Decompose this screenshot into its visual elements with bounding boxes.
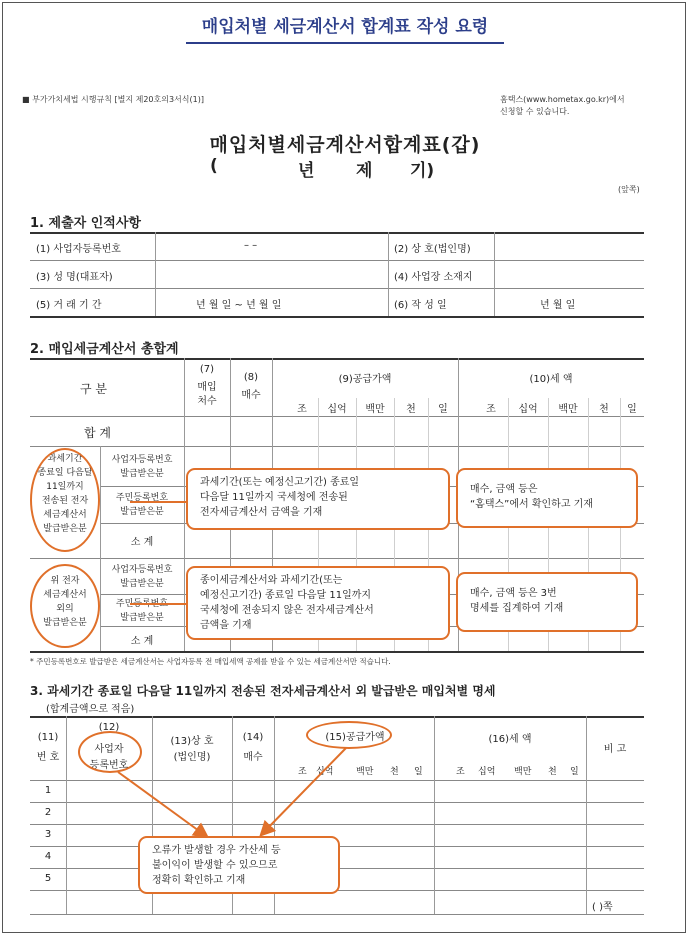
s3-supply-header: (15)공급가액 xyxy=(325,732,385,743)
name-col-2: (법인명) xyxy=(173,752,211,763)
group2-line: 발급받은분 xyxy=(43,618,87,628)
tax-unit-jo: 조 xyxy=(486,404,496,415)
s3-tax-unit-jo: 조 xyxy=(456,767,465,777)
row-number: 3 xyxy=(44,829,52,840)
s3-remark-header: 비 고 xyxy=(603,744,627,755)
row-number: 1 xyxy=(44,785,52,796)
s3-tax-unit-cheon: 천 xyxy=(548,767,557,777)
s3-unit-jo: 조 xyxy=(298,767,307,777)
guide-title: 매입처별 세금계산서 합계표 작성 요령 xyxy=(201,17,489,37)
unit-il: 일 xyxy=(438,404,448,415)
g2-rrn-2: 발급받은분 xyxy=(120,613,164,623)
section2-footnote: * 주민등록번호로 발급받은 세금계산서는 사업자등록 전 매입세액 공제를 받을 수 있는 세금계산서만 적습니다. xyxy=(30,657,391,666)
group1-line: 발급받은분 xyxy=(43,524,87,534)
name-label: (3) 성 명(대표자) xyxy=(36,272,113,283)
category-header: 구 분 xyxy=(80,382,107,396)
write-date-label: (6) 작 성 일 xyxy=(394,300,447,311)
callout-aggregate-section3: 매수, 금액 등은 3번 명세를 집계하여 기재 xyxy=(456,572,638,632)
unit-cheon: 천 xyxy=(406,404,416,415)
period-open: ( xyxy=(210,156,218,176)
period-label: (5) 거 래 기 간 xyxy=(36,300,102,311)
g1-rrn-1: 주민등록번호 xyxy=(115,493,169,503)
g2-biz-2: 발급받은분 xyxy=(120,579,164,589)
period-year: 년 xyxy=(298,161,315,181)
reg-col-num: (12) xyxy=(98,722,120,733)
g2-biz-1: 사업자등록번호 xyxy=(111,565,173,575)
s3-unit-baekman: 백만 xyxy=(356,767,374,777)
s3-sheets-num: (14) xyxy=(242,732,264,743)
sheets-col: 매수 xyxy=(241,390,261,401)
row-number: 2 xyxy=(44,807,52,818)
period-term: 제 xyxy=(356,161,373,181)
row-number: 4 xyxy=(44,851,52,862)
callout-accuracy-warning: 오류가 발생할 경우 가산세 등 불이익이 발생할 수 있으므로 정확히 확인하고 기재 xyxy=(138,836,340,894)
tax-unit-sipeok: 십억 xyxy=(518,404,538,415)
callout-hometax-check: 매수, 금액 등은 “홈택스”에서 확인하고 기재 xyxy=(456,468,638,528)
write-date-value: 년 월 일 xyxy=(540,300,576,311)
reg-col-2: 등록번호 xyxy=(89,760,129,771)
g1-biz-1: 사업자등록번호 xyxy=(111,455,173,465)
tax-unit-baekman: 백만 xyxy=(558,404,578,415)
arrow-to-supply-col xyxy=(262,748,346,834)
reg-col-1: 사업자 xyxy=(94,744,124,755)
s3-sheets: 매수 xyxy=(243,752,263,763)
section2-heading: 2. 매입세금계산서 총합계 xyxy=(30,342,179,357)
g2-subtotal: 소 계 xyxy=(130,636,154,647)
s3-tax-header: (16)세 액 xyxy=(488,734,532,745)
section1-heading: 1. 제출자 인적사항 xyxy=(30,216,141,231)
s3-tax-unit-il: 일 xyxy=(570,767,579,777)
s3-tax-unit-sipeok: 십억 xyxy=(478,767,496,777)
group2-line: 위 전자 xyxy=(50,576,80,586)
s3-tax-unit-baekman: 백만 xyxy=(514,767,532,777)
supply-amount-header: (9)공급가액 xyxy=(338,374,392,385)
s3-unit-cheon: 천 xyxy=(390,767,399,777)
page-number: ( )쪽 xyxy=(592,902,613,913)
tax-unit-cheon: 천 xyxy=(599,404,609,415)
group1-line: 과세기간 xyxy=(47,454,83,464)
g2-rrn-1: 주민등록번호 xyxy=(115,599,169,609)
count-col-num: (7) xyxy=(199,364,215,375)
sheets-col-num: (8) xyxy=(243,372,259,383)
g1-rrn-2: 발급받은분 xyxy=(120,507,164,517)
name-col-1: (13)상 호 xyxy=(170,736,214,747)
period-gi: 기) xyxy=(410,161,435,181)
hometax-note-1: 홈택스(www.hometax.go.kr)에서 xyxy=(500,95,625,104)
front-side-label: (앞쪽) xyxy=(618,185,640,194)
callout-electronic-invoices: 과세기간(또는 예정신고기간) 종료일 다음달 11일까지 국세청에 전송된 전자세금계산서 금액을 기재 xyxy=(186,468,450,530)
hometax-note-2: 신청할 수 있습니다. xyxy=(500,107,570,116)
tax-unit-il: 일 xyxy=(627,404,637,415)
period-value: 년 월 일 ~ 년 월 일 xyxy=(196,300,282,311)
no-col-num: (11) xyxy=(37,732,59,743)
regulation-reference: ■ 부가가치세법 시행규칙 [별지 제20호의3서식(1)] xyxy=(22,95,204,104)
reg-no-dashes: – – xyxy=(244,240,258,251)
address-label: (4) 사업장 소재지 xyxy=(394,272,473,283)
form-title: 매입처별세금계산서합계표(갑) xyxy=(209,134,481,156)
s3-unit-sipeok: 십억 xyxy=(316,767,334,777)
group1-line: 종료일 다음달 xyxy=(37,468,93,478)
section3-subheading: (합계금액으로 적음) xyxy=(46,704,135,715)
reg-no-label: (1) 사업자등록번호 xyxy=(36,244,121,255)
count-col-2: 처수 xyxy=(197,396,217,407)
group1-line: 세금계산서 xyxy=(43,510,87,520)
group2-line: 세금계산서 xyxy=(43,590,87,600)
callout-paper-invoices: 종이세금계산서와 과세기간(또는 예정신고기간) 종료일 다음달 11일까지 국세청에 전송되지 않은 전자세금계산서 금액을 기재 xyxy=(186,566,450,640)
arrow-to-reg-col xyxy=(118,772,206,836)
no-col: 번 호 xyxy=(36,752,60,763)
unit-jo: 조 xyxy=(297,404,307,415)
section3-heading: 3. 과세기간 종료일 다음달 11일까지 전송된 전자세금계산서 외 발급받은 매입처별 명세 xyxy=(30,684,496,698)
total-row-label: 합 계 xyxy=(84,426,111,440)
g1-subtotal: 소 계 xyxy=(130,537,154,548)
unit-baekman: 백만 xyxy=(365,404,385,415)
trade-name-label: (2) 상 호(법인명) xyxy=(394,244,471,255)
count-col-1: 매입 xyxy=(197,382,217,393)
tax-amount-header: (10)세 액 xyxy=(529,374,573,385)
group1-line: 전송된 전자 xyxy=(41,496,89,506)
group1-line: 11일까지 xyxy=(46,482,84,492)
g1-biz-2: 발급받은분 xyxy=(120,469,164,479)
row-number: 5 xyxy=(44,873,52,884)
unit-sipeok: 십억 xyxy=(327,404,347,415)
group2-line: 외의 xyxy=(56,604,74,614)
s3-unit-il: 일 xyxy=(414,767,423,777)
